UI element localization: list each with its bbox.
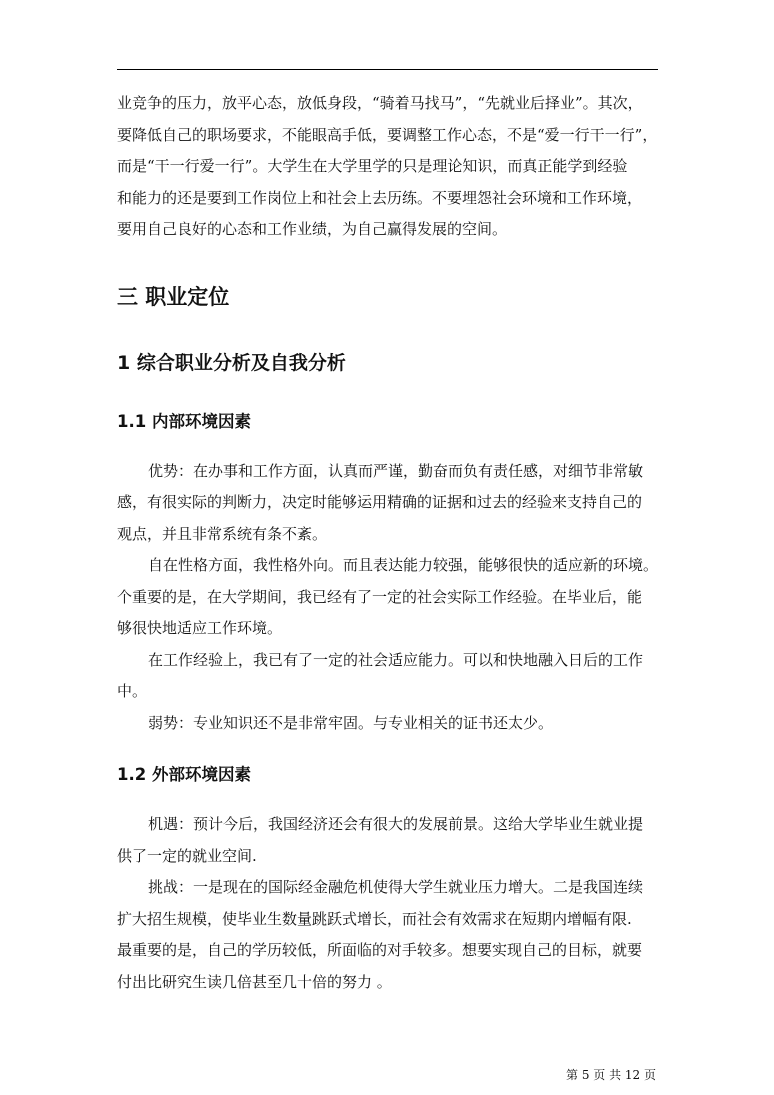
document-body [117, 88, 658, 998]
section-heading-career-positioning: 三 职业定位 [117, 284, 230, 309]
section-heading-analysis: 1 综合职业分析及自我分析 [117, 351, 346, 374]
page-number-footer: 第 5 页 共 12 页 [566, 1068, 656, 1082]
paragraph-experience: 在工作经验上，我已有了一定的社会适应能力。可以和快地融入日后的工作 中。 [117, 650, 644, 700]
paragraph-opportunity: 机遇：预计今后，我国经济还会有很大的发展前景。这给大学毕业生就业提 供了一定的就业空间. [117, 815, 644, 865]
paragraph-challenge: 挑战：一是现在的国际经金融危机使得大学生就业压力增大。二是我国连续 扩大招生规模，使毕业生数量跳跃式增长，而社会有效需求在短期内增幅有限. 最重要的是，自己的学历较低，所面临的对手较多。想要实现自己的目标，就要 付出比研究生读几倍甚至几十倍的努力 。 [117, 878, 644, 991]
header-rule [117, 69, 658, 70]
paragraph-strengths: 优势：在办事和工作方面，认真而严谨，勤奋而负有责任感，对细节非常敏 感，有很实际的判断力，决定时能够运用精确的证据和过去的经验来支持自己的 观点，并且非常系统有条不紊。 [117, 461, 644, 543]
continuation-paragraph: 业竞争的压力，放平心态，放低身段，“骑着马找马”，“先就业后择业”。其次， 要降低自己的职场要求，不能眼高手低，要调整工作心态，不是“爱一行干一行”， 而是“干一行爱一行”。大学生在大学里学的只是理论知识，而真正能学到经验 和能力的还是要到工作岗位上和社会上去历练。不要埋怨社会环境和工作环境， 要用自己良好的心态和工作业绩，为自己赢得发展的空间。 [117, 94, 658, 238]
paragraph-weakness: 弱势：专业知识还不是非常牢固。与专业相关的证书还太少。 [148, 713, 554, 732]
subsection-heading-external: 1.2 外部环境因素 [117, 765, 251, 784]
subsection-heading-internal: 1.1 内部环境因素 [117, 411, 251, 431]
paragraph-personality: 自在性格方面，我性格外向。而且表达能力较强，能够很快的适应新的环境。 个重要的是，在大学期间，我已经有了一定的社会实际工作经验。在毕业后，能 够很快地适应工作环境。 [117, 556, 659, 637]
